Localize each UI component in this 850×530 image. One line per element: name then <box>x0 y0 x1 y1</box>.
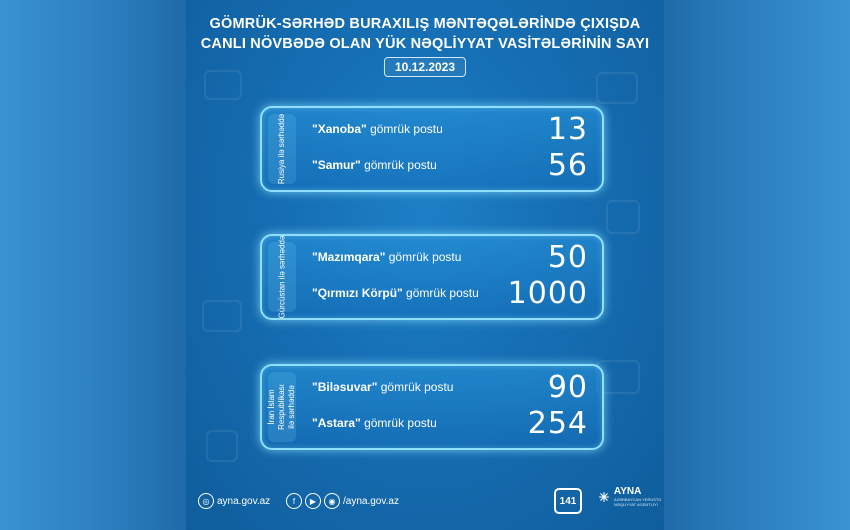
date-badge: 10.12.2023 <box>384 57 466 77</box>
border-label-iran: İran İslam Respublikası ilə sərhəddə <box>267 384 296 430</box>
right-blur-panel <box>664 0 850 530</box>
card-side-label <box>268 372 296 442</box>
post-row-qirmizi-korpu <box>312 276 588 310</box>
website-link[interactable] <box>198 493 270 509</box>
social-links[interactable] <box>286 493 399 509</box>
post-suffix: gömrük postu <box>360 416 437 430</box>
box-outline-icon <box>206 430 238 462</box>
logo-subtitle: AZƏRBAYCAN YERÜSTÜ NƏQLİYYAT AGENTLİYİ <box>613 497 662 507</box>
infographic-poster <box>186 0 664 530</box>
hotline-badge: 141 <box>554 488 582 514</box>
post-row-samur <box>312 148 588 182</box>
card-side-label <box>268 114 296 184</box>
truck-outline-icon <box>202 300 242 332</box>
left-blur-panel <box>0 0 186 530</box>
ayna-logo <box>598 486 664 508</box>
page-title <box>186 14 664 54</box>
post-label <box>312 250 461 264</box>
post-suffix: gömrük postu <box>402 286 479 300</box>
post-label <box>312 286 479 300</box>
facebook-icon[interactable]: f <box>286 493 302 509</box>
footer <box>186 480 664 530</box>
title-line-2: CANLI NÖVBƏDƏ OLAN YÜK NƏQLİYYAT VASİTƏLƏRİNİN SAYI <box>200 36 650 52</box>
social-handle: /ayna.gov.az <box>343 495 399 507</box>
post-row-xanoba <box>312 112 588 146</box>
package-outline-icon <box>606 200 640 234</box>
post-suffix: gömrük postu <box>360 158 437 172</box>
post-row-astara <box>312 406 588 440</box>
post-name: "Samur" <box>312 158 361 172</box>
post-suffix: gömrük postu <box>385 250 462 264</box>
post-row-mazimqara <box>312 240 588 274</box>
post-count: 254 <box>527 405 588 441</box>
post-label <box>312 380 453 394</box>
youtube-icon[interactable]: ▶ <box>305 493 321 509</box>
post-count: 13 <box>547 111 588 147</box>
post-name: "Qırmızı Körpü" <box>312 286 403 300</box>
card-russia-border <box>260 106 604 192</box>
post-count: 1000 <box>507 275 588 311</box>
truck-outline-icon <box>204 70 242 100</box>
post-label <box>312 122 443 136</box>
post-name: "Mazımqara" <box>312 250 386 264</box>
logo-name: AYNA <box>613 486 642 497</box>
instagram-icon[interactable]: ◉ <box>324 493 340 509</box>
post-count: 90 <box>547 369 588 405</box>
post-name: "Biləsuvar" <box>312 380 378 394</box>
post-count: 50 <box>547 239 588 275</box>
ayna-logo-icon <box>598 486 610 508</box>
post-suffix: gömrük postu <box>366 122 443 136</box>
website-text: ayna.gov.az <box>217 495 271 507</box>
card-iran-border <box>260 364 604 450</box>
post-row-bilesuvar <box>312 370 588 404</box>
card-side-label <box>268 235 296 319</box>
title-line-1: GÖMRÜK-SƏRHƏD BURAXILIŞ MƏNTƏQƏLƏRİNDƏ ÇIXIŞDA <box>209 16 641 32</box>
border-label-russia: Rusiya ilə sərhəddə <box>277 113 287 185</box>
post-name: "Astara" <box>312 416 361 430</box>
post-name: "Xanoba" <box>312 122 367 136</box>
border-label-georgia: Gürcüstan ilə sərhəddə <box>277 235 286 319</box>
globe-icon: ◎ <box>198 493 214 509</box>
post-suffix: gömrük postu <box>377 380 454 394</box>
post-label <box>312 416 437 430</box>
card-georgia-border <box>260 234 604 320</box>
box-outline-icon <box>596 72 638 104</box>
post-count: 56 <box>547 147 588 183</box>
post-label <box>312 158 437 172</box>
